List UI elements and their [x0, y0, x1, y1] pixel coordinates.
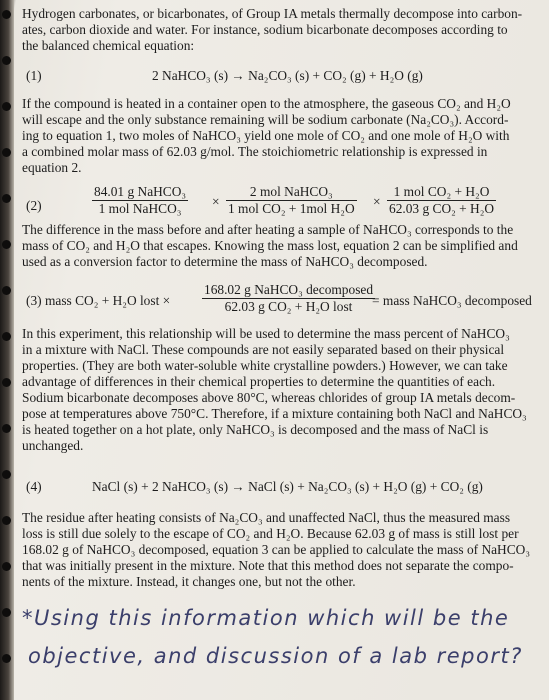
fraction-denominator: 1 mol CO₂ + 1mol H₂O — [228, 201, 355, 216]
equation-4: NaCl (s) + 2 NaHCO₃ (s) → NaCl (s) + Na₂CO₃ (s) + H₂O (g) + CO₂ (g) — [92, 479, 483, 494]
fraction-denominator: 62.03 g CO₂ + H₂O — [389, 201, 495, 216]
text-line: The difference in the mass before and after heating a sample of NaHCO₃ corresponds to the — [22, 222, 514, 237]
text-line: Sodium bicarbonate decomposes above 80°C, whereas chlorides of group IA metals decom- — [22, 390, 516, 405]
binder-hole — [2, 424, 11, 433]
fraction-denominator: 1 mol NaHCO₃ — [98, 201, 182, 216]
fraction-numerator: 2 mol NaHCO₃ — [226, 184, 357, 201]
text-line: loss is still due solely to the escape of CO₂ and H₂O. Because 62.03 g of mass is still lost per — [22, 526, 519, 541]
text-line: advantage of differences in their chemical properties to determine the quantities of each. — [22, 374, 496, 389]
text-line: Hydrogen carbonates, or bicarbonates, of Group IA metals thermally decompose into carbon- — [22, 6, 523, 21]
text-line: 168.02 g of NaHCO₃ decomposed, equation 3 can be applied to calculate the mass of NaHCO₃ — [22, 542, 531, 557]
text-line: will escape and the only substance remaining will be sodium carbonate (Na₂CO₃). Accord- — [22, 112, 509, 127]
text-line: a combined molar mass of 62.03 g/mol. The stoichiometric relationship is expressed in — [22, 144, 488, 159]
text-line: equation 2. — [22, 160, 82, 175]
text-line: mass of CO₂ and H₂O that escapes. Knowing the mass lost, equation 2 can be simplified and — [22, 238, 518, 253]
equation-2-fraction-2 — [226, 184, 357, 217]
equation-4-number: (4) — [26, 479, 42, 494]
binder-hole — [2, 148, 11, 157]
text-line: nents of the mixture. Instead, it changes one, but not the other. — [22, 574, 356, 589]
text-line: is heated together on a hot plate, only NaHCO₃ is decomposed and the mass of NaCl is — [22, 422, 489, 437]
binder-hole — [2, 654, 11, 663]
binder-hole — [2, 378, 11, 387]
equation-2-fraction-3 — [387, 184, 496, 217]
binder-hole — [2, 56, 11, 65]
binder-hole — [2, 332, 11, 341]
text-line: used as a conversion factor to determine the mass of NaHCO₃ decomposed. — [22, 254, 428, 269]
fraction-denominator: 62.03 g CO₂ + H₂O lost — [224, 299, 353, 314]
paragraph-3 — [22, 222, 538, 270]
binder-hole — [2, 470, 11, 479]
binder-hole — [2, 240, 11, 249]
binder-spine — [0, 0, 14, 700]
equation-3-fraction — [202, 282, 375, 315]
paragraph-5 — [22, 510, 538, 590]
text-line: in a mixture with NaCl. These compounds are not easily separated based on their physical — [22, 342, 505, 357]
binder-hole — [2, 194, 11, 203]
binder-hole — [2, 10, 11, 19]
fraction-numerator: 1 mol CO₂ + H₂O — [387, 184, 496, 201]
fraction-numerator: 168.02 g NaHCO₃ decomposed — [204, 282, 374, 297]
text-line: that was initially present in the mixture. Note that this method does not separate the compo- — [22, 558, 514, 573]
multiply-sign: × — [373, 194, 381, 209]
binder-hole — [2, 562, 11, 571]
equation-1-number: (1) — [26, 68, 42, 83]
binder-hole — [2, 102, 11, 111]
text-line: the balanced chemical equation: — [22, 38, 195, 53]
text-line: properties. (They are both water-soluble white crystalline powders.) However, we can take — [22, 358, 508, 373]
binder-hole — [2, 286, 11, 295]
text-line: pose at temperatures above 750°C. Therefore, if a mixture containing both NaCl and NaHCO₃ — [22, 406, 527, 421]
text-line: unchanged. — [22, 438, 84, 453]
equation-1: 2 NaHCO₃ (s) → Na₂CO₃ (s) + CO₂ (g) + H₂O (g) — [152, 68, 423, 83]
text-line: In this experiment, this relationship will be used to determine the mass percent of NaHCO₃ — [22, 326, 510, 341]
text-line: The residue after heating consists of Na₂CO₃ and unaffected NaCl, thus the measured mass — [22, 510, 511, 525]
intro-paragraph — [22, 6, 538, 54]
equation-2-fraction-1 — [92, 184, 188, 217]
equation-3-lead: (3) mass CO₂ + H₂O lost × — [26, 293, 171, 308]
text-line: ing to equation 1, two moles of NaHCO₃ yield one mole of CO₂ and one mole of H₂O with — [22, 128, 510, 143]
binder-hole — [2, 516, 11, 525]
equation-3-tail: = mass NaHCO₃ decomposed — [372, 293, 532, 308]
fraction-numerator: 84.01 g NaHCO₃ — [94, 184, 187, 199]
multiply-sign: × — [212, 194, 220, 209]
paragraph-4 — [22, 326, 538, 454]
paragraph-2 — [22, 96, 538, 176]
textbook-page — [22, 0, 544, 700]
text-line: ates, carbon dioxide and water. For instance, sodium bicarbonate decomposes according to — [22, 22, 508, 37]
binder-hole — [2, 608, 11, 617]
handwritten-note-line-2: objective, and discussion of a lab report? — [28, 644, 523, 668]
text-line: If the compound is heated in a container open to the atmosphere, the gaseous CO₂ and H₂O — [22, 96, 511, 111]
equation-2-number: (2) — [26, 198, 42, 213]
handwritten-note-line-1: *Using this information which will be the — [22, 606, 510, 630]
